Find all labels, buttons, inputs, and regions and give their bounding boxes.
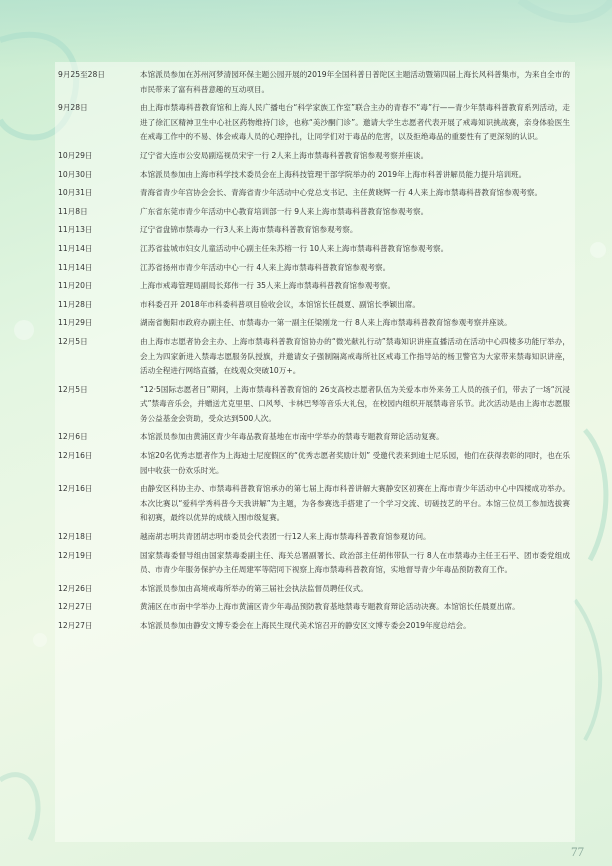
entry-date: 12月16日 xyxy=(58,484,93,494)
entry-text: 由上海市禁毒科普教育馆和上海人民广播电台“科学家族工作室”联合主办的青春不“毒”行——青少年禁毒科普教育系列活动，走进了徐汇区精神卫生中心社区药物维持门诊，也称“美沙酮门诊”。邀请大学生志愿者代表开展了戒毒知识挑战赛，亲身体验医生在戒毒工作中的不易、体会戒毒人员的心理挣扎，让同学们对于毒品的危害，以及拒绝毒品的重要性有了更深刻的认识。 xyxy=(140,103,570,142)
chronicle-entry xyxy=(58,68,570,97)
entry-date: 12月27日 xyxy=(58,621,93,630)
entry-date: 10月31日 xyxy=(58,188,93,198)
entry-date: 11月29日 xyxy=(58,318,93,328)
entry-text: 由上海市志愿者协会主办、上海市禁毒科普教育馆协办的“微光献礼行动”禁毒知识讲座直播活动在活动中心四楼多功能厅举办，会上为四家新进入禁毒志愿服务队授旗，并邀请女子强制隔离戒毒所社区戒毒工作指导站的杨卫警官为大家带来禁毒知识讲座，活动全程进行网络直播，在线观众突破10万+。 xyxy=(140,336,570,376)
chronicle-entry xyxy=(58,261,570,276)
top-decoration-band xyxy=(0,0,612,70)
entry-date: 11月13日 xyxy=(58,225,93,235)
chronicle-entry xyxy=(58,600,570,615)
chronicle-entry xyxy=(58,383,570,427)
bokeh-dot-2 xyxy=(590,242,606,258)
leaf-right-2 xyxy=(575,600,600,740)
bokeh-dot-1 xyxy=(14,320,34,340)
entry-text: 广东省东莞市青少年活动中心教育培训部一行 9人来上海市禁毒科普教育馆参观考察。 xyxy=(140,206,429,216)
entry-text: 本馆20名优秀志愿者作为上海迪士尼度假区的“优秀志愿者奖励计划” 受邀代表来到迪士尼乐园，他们在获得表彰的同时，也在乐园中收获一份欢乐时光。 xyxy=(140,451,571,475)
chronicle-entry xyxy=(58,298,570,313)
entry-text: “12·5国际志愿者日”期间，上海市禁毒科普教育馆的 26支高校志愿者队伍为关爱本市外来务工人员的孩子们，带去了一场“沉浸式”禁毒音乐会，并赠送尤克里里、口风琴、卡林巴琴等音乐大礼包，在校园内组织开展禁毒音乐节。此次活动是由上海市志愿服务公益基金会资助，受众达到500人次。 xyxy=(140,384,570,423)
chronicle-entry xyxy=(58,449,570,478)
entry-text: 青海省青少年宫协会会长、青海省青少年活动中心党总支书记、主任黄晓辉一行 4人来上海市禁毒科普教育馆参观考察。 xyxy=(140,188,543,198)
entry-date: 12月6日 xyxy=(58,432,88,442)
entry-text: 国家禁毒委督导组由国家禁毒委副主任、海关总署副署长、政治部主任胡伟带队一行 8人在市禁毒办主任王石平、团市委党组成员、市青少年服务保护办主任周建军等陪同下视察上海市禁毒科普教育馆，实地督导青少年毒品预防教育工作。 xyxy=(140,550,570,575)
entry-date: 12月27日 xyxy=(58,602,93,612)
entry-date: 12月26日 xyxy=(58,583,93,593)
chronicle-entry xyxy=(58,530,570,545)
chronicle-entry xyxy=(58,242,570,257)
entry-text: 市科委召开 2018年市科委科普项目验收会议，本馆馆长任晨夏、副馆长季颖出席。 xyxy=(140,299,420,309)
chronicle-entry xyxy=(58,482,570,526)
entry-date: 12月16日 xyxy=(58,451,93,461)
entry-text: 辽宁省大连市公安局副巡视员宋宇一行 2人来上海市禁毒科普教育馆参观考察并座谈。 xyxy=(140,150,429,160)
entry-text: 本馆派员参加由高境戒毒所举办的第三届社会执法监督员聘任仪式。 xyxy=(140,583,368,593)
chronicle-entry xyxy=(58,168,570,183)
entry-text: 辽宁省盘锦市禁毒办一行3人来上海市禁毒科普教育馆参观考察。 xyxy=(140,225,358,235)
entry-date: 11月14日 xyxy=(58,243,93,253)
chronicle-list xyxy=(58,68,570,638)
entry-text: 越南胡志明共青团胡志明市委员会代表团一行12人来上海市禁毒科普教育馆参观访问。 xyxy=(140,532,431,542)
entry-text: 由静安区科协主办、市禁毒科普教育馆承办的第七届上海市科普讲解大赛静安区初赛在上海市青少年活动中心中四楼成功举办。本次比赛以“爱科学秀科普今天我讲解”为主题，为各参赛选手搭建了一个学习交流、切磋技艺的平台。本馆三位员工参加选拔赛和初赛，最终以优异的成绩入围市级复赛。 xyxy=(140,484,570,523)
entry-text: 湖南省衡阳市政府办副主任、市禁毒办一第一副主任梁刚龙一行 8人来上海市禁毒科普教育馆参观考察并座谈。 xyxy=(140,318,512,328)
leaf-right-1 xyxy=(585,430,606,560)
entry-date: 11月8日 xyxy=(58,206,88,216)
entry-date: 12月19日 xyxy=(58,550,93,560)
chronicle-entry xyxy=(58,549,570,578)
entry-text: 本馆派员参加在苏州河梦清园环保主题公园开展的2019年全国科普日普陀区主题活动暨第四届上海长风科普集市，为来自全市的市民带来了富有科普意趣的互动项目。 xyxy=(140,70,570,94)
entry-text: 本馆派员参加由上海市科学技术委员会在上海科技管理干部学院举办的 2019年上海市科普讲解员能力提升培训班。 xyxy=(140,169,527,179)
chronicle-entry xyxy=(58,279,570,294)
entry-date: 11月20日 xyxy=(58,281,93,291)
entry-date: 12月5日 xyxy=(58,384,88,394)
entry-text: 上海市戒毒管理局副局长郑伟一行 35人来上海市禁毒科普教育馆参观考察。 xyxy=(140,281,396,291)
chronicle-entry xyxy=(58,430,570,445)
entry-text: 本馆派员参加由黄浦区青少年毒品教育基地在市南中学举办的禁毒专题教育辩论活动复赛。 xyxy=(140,432,444,442)
entry-text: 黄浦区在市南中学举办上海市黄浦区青少年毒品预防教育基地禁毒专题教育辩论活动决赛。本馆馆长任晨夏出席。 xyxy=(140,602,520,612)
page-number: 77 xyxy=(571,844,584,859)
entry-date: 10月30日 xyxy=(58,169,93,179)
chronicle-entry xyxy=(58,223,570,238)
entry-text: 江苏省盐城市妇女儿童活动中心副主任朱苏榕一行 10人来上海市禁毒科普教育馆参观考察。 xyxy=(140,243,449,253)
bokeh-dot-3 xyxy=(33,633,47,647)
chronicle-entry xyxy=(58,582,570,597)
leaf-bottom-left xyxy=(0,775,38,840)
entry-date: 11月28日 xyxy=(58,299,93,309)
entry-date: 9月25至28日 xyxy=(58,70,105,79)
chronicle-entry xyxy=(58,149,570,164)
entry-text: 江苏省扬州市青少年活动中心一行 4人来上海市禁毒科普教育馆参观考察。 xyxy=(140,262,391,272)
chronicle-entry xyxy=(58,101,570,145)
entry-date: 12月5日 xyxy=(58,336,88,346)
entry-date: 9月28日 xyxy=(58,103,88,113)
chronicle-entry xyxy=(58,335,570,379)
entry-date: 12月18日 xyxy=(58,532,93,542)
entry-date: 11月14日 xyxy=(58,262,93,272)
chronicle-entry xyxy=(58,186,570,201)
chronicle-entry xyxy=(58,316,570,331)
entry-text: 本馆派员参加由静安文博专委会在上海民生现代美术馆召开的静安区文博专委会2019年度总结会。 xyxy=(140,621,471,630)
entry-date: 10月29日 xyxy=(58,150,93,160)
chronicle-entry xyxy=(58,205,570,220)
chronicle-entry xyxy=(58,619,570,634)
